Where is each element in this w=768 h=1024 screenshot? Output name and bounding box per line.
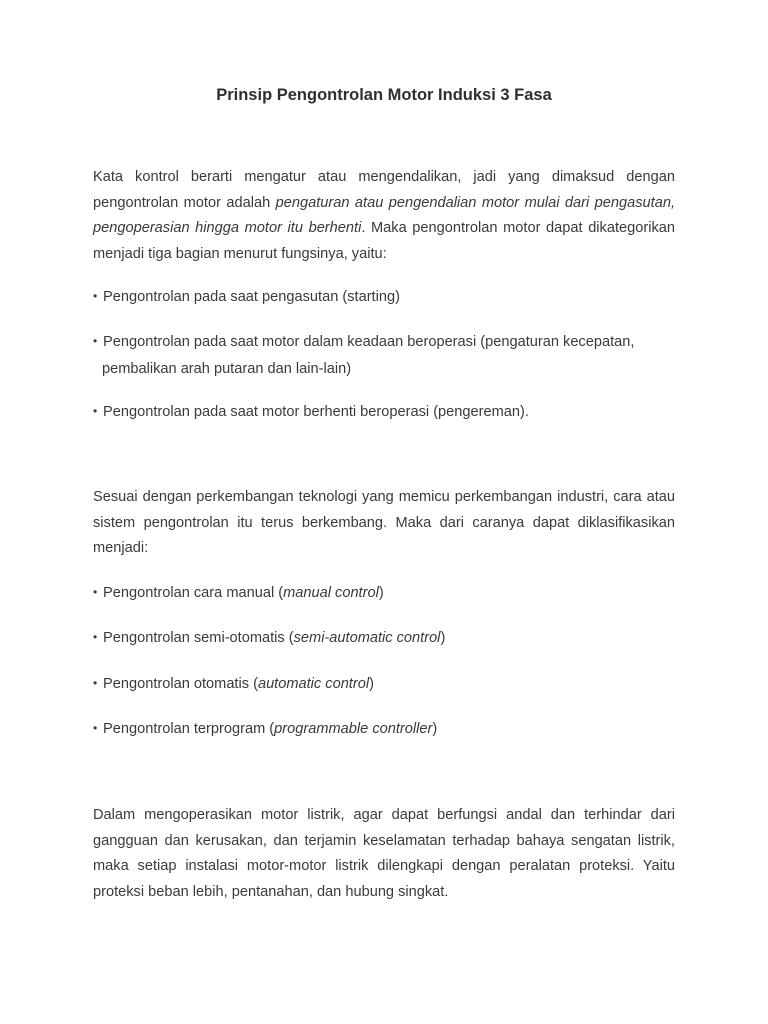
list-item xyxy=(93,715,675,743)
paragraph-classification: Sesuai dengan perkembangan teknologi yang memicu perkembangan industri, cara atau sistem pengontrolan itu terus berkembang. Maka dari caranya dapat diklasifikasikan menjadi: xyxy=(93,489,675,556)
paragraph-intro-text: Kata kontrol berarti mengatur atau mengendalikan, jadi yang dimaksud dengan pengontrolan motor adalah xyxy=(93,169,675,211)
bullet-icon: • xyxy=(93,676,98,690)
paragraph-intro-italic: pengaturan atau pengendalian motor mulai dari pengasutan, pengoperasian hingga motor itu berhenti xyxy=(93,194,675,236)
list-item-close: ) xyxy=(378,585,384,601)
list-item-text: Pengontrolan cara manual ( xyxy=(103,585,284,601)
list-item-text: Pengontrolan pada saat motor berhenti beroperasi (pengereman). xyxy=(103,404,529,420)
bullet-icon: • xyxy=(93,721,98,735)
list-item-italic: programmable controller xyxy=(274,721,433,737)
list-item-text: Pengontrolan otomatis ( xyxy=(103,676,258,692)
list-item-italic: manual control xyxy=(283,585,379,601)
list-item-text: Pengontrolan semi-otomatis ( xyxy=(103,630,294,646)
list-item-close: ) xyxy=(440,630,446,646)
bullet-icon: • xyxy=(93,404,98,418)
list-item-text: Pengontrolan pada saat pengasutan (starting) xyxy=(103,289,400,305)
list-item xyxy=(93,328,675,383)
list-item-close: ) xyxy=(432,721,438,737)
list-item xyxy=(93,398,675,426)
list-item xyxy=(93,624,675,652)
list-item xyxy=(93,670,675,698)
bullet-icon: • xyxy=(93,585,98,599)
list-item xyxy=(93,283,675,311)
paragraph-protection: Dalam mengoperasikan motor listrik, agar dapat berfungsi andal dan terhindar dari gangguan dan kerusakan, dan terjamin keselamatan terhadap bahaya sengatan listrik, maka setiap instalasi motor-motor listrik dilengkapi dengan peralatan proteksi. Yaitu proteksi beban lebih, pentanahan, dan hubung singkat. xyxy=(93,807,675,900)
paragraph-intro xyxy=(93,165,675,267)
bullet-icon: • xyxy=(93,289,98,303)
list-item xyxy=(93,579,675,607)
list-item-text-continued: pembalikan arah putaran dan lain-lain) xyxy=(102,361,352,377)
bullet-icon: • xyxy=(93,334,98,348)
list-item-text: Pengontrolan pada saat motor dalam keadaan beroperasi (pengaturan kecepatan, xyxy=(103,334,635,350)
list-item-text: Pengontrolan terprogram ( xyxy=(103,721,275,737)
list-item-italic: automatic control xyxy=(257,676,370,692)
list-item-italic: semi-automatic control xyxy=(293,630,441,646)
list-item-close: ) xyxy=(369,676,374,692)
bullet-icon: • xyxy=(93,630,98,644)
document-title: Prinsip Pengontrolan Motor Induksi 3 Fasa xyxy=(216,86,552,104)
paragraph-intro-text-end: . Maka pengontrolan motor dapat dikategorikan menjadi tiga bagian menurut fungsinya, yaitu: xyxy=(93,220,675,262)
